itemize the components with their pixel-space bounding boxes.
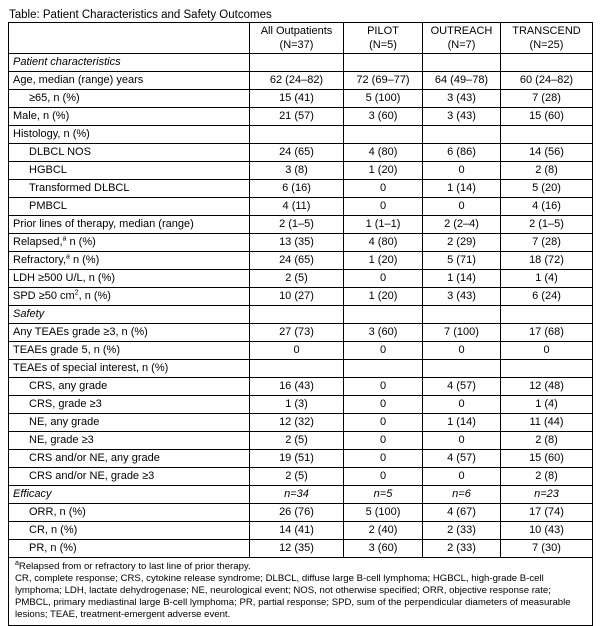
table-row (9, 234, 593, 252)
row-label-text: TEAEs of special interest, n (%) (13, 362, 169, 374)
row-label-suffix: n (%) (66, 236, 96, 248)
table-row (9, 432, 593, 450)
table-cell: 2 (33) (423, 522, 501, 540)
table-cell: 4 (80) (344, 234, 423, 252)
row-label-text: CRS and/or NE, grade ≥3 (29, 470, 155, 482)
row-label (9, 486, 250, 504)
table-cell: 0 (423, 468, 501, 486)
table-cell: 0 (344, 180, 423, 198)
header-col-n: (N=37) (279, 39, 314, 51)
table-cell: 4 (80) (344, 144, 423, 162)
table-cell: 1 (20) (344, 162, 423, 180)
table-cell: 1 (14) (423, 270, 501, 288)
header-transcend (501, 23, 593, 54)
table-cell: 15 (60) (501, 108, 593, 126)
table-row (9, 342, 593, 360)
table-row (9, 198, 593, 216)
footnote-a-text: Relapsed from or refractory to last line of prior therapy. (18, 561, 251, 572)
table-cell (344, 360, 423, 378)
table-cell: 3 (60) (344, 540, 423, 558)
table-cell: 0 (344, 468, 423, 486)
table-row (9, 468, 593, 486)
table-row (9, 162, 593, 180)
row-label-superscript: a (62, 235, 67, 243)
patient-characteristics-table (8, 22, 593, 626)
table-row (9, 180, 593, 198)
header-col-name: PILOT (367, 25, 399, 37)
row-label (9, 72, 250, 90)
table-cell: 10 (43) (501, 522, 593, 540)
table-cell: 7 (100) (423, 324, 501, 342)
table-cell: 1 (3) (250, 396, 344, 414)
row-label (9, 162, 250, 180)
row-label (9, 288, 250, 306)
table-cell: 0 (423, 432, 501, 450)
table-cell: 15 (60) (501, 450, 593, 468)
table-cell: 18 (72) (501, 252, 593, 270)
row-label-text: DLBCL NOS (29, 146, 91, 158)
table-cell: 3 (43) (423, 90, 501, 108)
table-cell: 5 (100) (344, 90, 423, 108)
footnote-abbreviations: CR, complete response; CRS, cytokine release syndrome; DLBCL, diffuse large B-cell lymphoma; HGBCL, high-grade B-cell lymphoma; LDH, lactate dehydrogenase; NE, neurological event; NOS, not otherwise specified; ORR, objective response rate; PMBCL, primary mediastinal large B-cell lymphoma; PR, partial response; SPD, sum of the perpendicular diameters of measurable lesions; TEAE, treatment-emergent adverse event. (15, 573, 571, 620)
table-cell: 62 (24–82) (250, 72, 344, 90)
table-cell: 4 (67) (423, 504, 501, 522)
table-cell: 6 (86) (423, 144, 501, 162)
table-cell: 14 (56) (501, 144, 593, 162)
table-cell: 17 (68) (501, 324, 593, 342)
table-cell (501, 126, 593, 144)
table-cell: 2 (40) (344, 522, 423, 540)
header-outreach (423, 23, 501, 54)
table-cell: 7 (28) (501, 90, 593, 108)
table-cell: 0 (344, 198, 423, 216)
table-cell: n=6 (423, 486, 501, 504)
table-cell: 3 (43) (423, 288, 501, 306)
row-label (9, 378, 250, 396)
table-cell: 0 (423, 342, 501, 360)
row-label-text: NE, grade ≥3 (29, 434, 94, 446)
table-cell: 1 (1–1) (344, 216, 423, 234)
row-label-text: SPD ≥50 cm (13, 290, 75, 302)
row-label (9, 342, 250, 360)
table-cell: 1 (20) (344, 252, 423, 270)
table-cell: n=34 (250, 486, 344, 504)
row-label (9, 396, 250, 414)
row-label-text: TEAEs grade 5, n (%) (13, 344, 120, 356)
table-row (9, 216, 593, 234)
table-cell (501, 54, 593, 72)
table-cell: 2 (1–5) (250, 216, 344, 234)
table-cell: 1 (4) (501, 270, 593, 288)
table-row (9, 126, 593, 144)
table-row (9, 288, 593, 306)
table-body (9, 54, 593, 558)
table-cell: 64 (49–78) (423, 72, 501, 90)
table-cell: 7 (30) (501, 540, 593, 558)
row-label (9, 234, 250, 252)
header-row (9, 23, 593, 54)
footnote-marker: a (15, 559, 19, 567)
table-row (9, 324, 593, 342)
table-cell (250, 126, 344, 144)
table-cell: 3 (43) (423, 108, 501, 126)
table-cell (501, 306, 593, 324)
row-label (9, 216, 250, 234)
row-label (9, 414, 250, 432)
table-cell: 2 (8) (501, 432, 593, 450)
section-row (9, 306, 593, 324)
table-row (9, 144, 593, 162)
table-row (9, 90, 593, 108)
header-all-outpatients (250, 23, 344, 54)
table-cell (250, 360, 344, 378)
header-col-n: (N=5) (369, 39, 397, 51)
table-cell: 2 (8) (501, 162, 593, 180)
footnote-cell (9, 558, 593, 626)
table-cell: 24 (65) (250, 252, 344, 270)
row-label (9, 198, 250, 216)
row-label-text: Efficacy (13, 488, 52, 500)
table-cell: 0 (250, 342, 344, 360)
row-label (9, 468, 250, 486)
table-cell: 0 (344, 432, 423, 450)
table-cell: 0 (423, 396, 501, 414)
table-cell: 2 (1–5) (501, 216, 593, 234)
table-cell (344, 306, 423, 324)
table-cell: 0 (344, 378, 423, 396)
table-cell: 72 (69–77) (344, 72, 423, 90)
row-label (9, 144, 250, 162)
row-label (9, 90, 250, 108)
table-row (9, 72, 593, 90)
row-label-superscript: a (65, 253, 70, 261)
row-label-superscript: 2 (74, 289, 79, 297)
table-cell: 12 (35) (250, 540, 344, 558)
row-label-text: HGBCL (29, 164, 67, 176)
table-cell (344, 126, 423, 144)
table-cell: 4 (16) (501, 198, 593, 216)
table-cell: 0 (344, 342, 423, 360)
row-label (9, 432, 250, 450)
table-cell (423, 360, 501, 378)
table-cell: 60 (24–82) (501, 72, 593, 90)
table-cell (423, 54, 501, 72)
table-cell: 3 (60) (344, 324, 423, 342)
row-label (9, 504, 250, 522)
table-row (9, 522, 593, 540)
table-cell: 16 (43) (250, 378, 344, 396)
table-row (9, 378, 593, 396)
row-label-text: CRS, grade ≥3 (29, 398, 102, 410)
row-label-text: Male, n (%) (13, 110, 70, 122)
table-cell: 14 (41) (250, 522, 344, 540)
table-row (9, 396, 593, 414)
row-label-text: ≥65, n (%) (29, 92, 80, 104)
row-label (9, 306, 250, 324)
table-cell: 15 (41) (250, 90, 344, 108)
table-cell: 1 (20) (344, 288, 423, 306)
table-cell (423, 126, 501, 144)
table-cell: 2 (5) (250, 432, 344, 450)
table-cell: n=23 (501, 486, 593, 504)
table-cell: 0 (344, 270, 423, 288)
row-label (9, 126, 250, 144)
table-cell (250, 306, 344, 324)
row-label-text: LDH ≥500 U/L, n (%) (13, 272, 116, 284)
table-cell: 2 (5) (250, 270, 344, 288)
row-label (9, 324, 250, 342)
header-col-n: (N=7) (447, 39, 476, 51)
table-cell: 5 (100) (344, 504, 423, 522)
header-pilot (344, 23, 423, 54)
table-cell: 4 (11) (250, 198, 344, 216)
row-label-text: CRS and/or NE, any grade (29, 452, 160, 464)
table-row (9, 540, 593, 558)
table-row (9, 504, 593, 522)
table-cell: 13 (35) (250, 234, 344, 252)
row-label-text: ORR, n (%) (29, 506, 86, 518)
table-cell: 0 (344, 414, 423, 432)
row-label-text: Prior lines of therapy, median (range) (13, 218, 194, 230)
table-row (9, 360, 593, 378)
table-caption: Table: Patient Characteristics and Safety Outcomes (9, 9, 272, 21)
table-cell: 11 (44) (501, 414, 593, 432)
table-cell: 12 (32) (250, 414, 344, 432)
row-label (9, 450, 250, 468)
section-row (9, 486, 593, 504)
row-label-text: CR, n (%) (29, 524, 78, 536)
table-cell: 12 (48) (501, 378, 593, 396)
table-cell: 2 (8) (501, 468, 593, 486)
header-col-name: OUTREACH (430, 25, 493, 37)
table-cell: 2 (29) (423, 234, 501, 252)
row-label-text: Safety (13, 308, 45, 320)
table-cell: 3 (8) (250, 162, 344, 180)
table-cell (344, 54, 423, 72)
row-label-text: Histology, n (%) (13, 128, 90, 140)
row-label-suffix: , n (%) (78, 290, 111, 302)
row-label (9, 180, 250, 198)
table-row (9, 108, 593, 126)
row-label (9, 108, 250, 126)
table-cell: 2 (33) (423, 540, 501, 558)
row-label (9, 252, 250, 270)
footnote-a (15, 561, 586, 573)
section-row (9, 54, 593, 72)
table-cell: 6 (24) (501, 288, 593, 306)
header-empty-cell (9, 23, 250, 54)
row-label-suffix: n (%) (69, 254, 100, 266)
table-cell (250, 54, 344, 72)
table-cell (501, 360, 593, 378)
table-cell: 3 (60) (344, 108, 423, 126)
table-cell: 1 (14) (423, 180, 501, 198)
table-cell: 4 (57) (423, 378, 501, 396)
table-cell: 19 (51) (250, 450, 344, 468)
row-label (9, 540, 250, 558)
table-cell: 0 (423, 198, 501, 216)
table-cell: 1 (14) (423, 414, 501, 432)
row-label (9, 54, 250, 72)
table-row (9, 450, 593, 468)
table-cell: 2 (2–4) (423, 216, 501, 234)
table-cell: 0 (344, 396, 423, 414)
table-cell: 21 (57) (250, 108, 344, 126)
table-cell: 2 (5) (250, 468, 344, 486)
table-cell (423, 306, 501, 324)
row-label-text: Relapsed, (13, 236, 63, 248)
row-label (9, 270, 250, 288)
row-label-text: Any TEAEs grade ≥3, n (%) (13, 326, 148, 338)
header-col-name: All Outpatients (260, 25, 333, 37)
footnote-row (9, 558, 593, 626)
table-cell: 26 (76) (250, 504, 344, 522)
table-cell: 6 (16) (250, 180, 344, 198)
row-label-text: CRS, any grade (29, 380, 108, 392)
header-col-name: TRANSCEND (512, 25, 581, 37)
row-label (9, 360, 250, 378)
header-col-n: (N=25) (529, 39, 564, 51)
row-label-text: NE, any grade (29, 416, 100, 428)
table-cell: 0 (423, 162, 501, 180)
table-cell: 7 (28) (501, 234, 593, 252)
row-label-text: Age, median (range) years (13, 74, 144, 86)
table-cell: 10 (27) (250, 288, 344, 306)
table-row (9, 414, 593, 432)
row-label-text: Refractory, (13, 254, 66, 266)
table-cell: 0 (501, 342, 593, 360)
table-cell: 27 (73) (250, 324, 344, 342)
table-cell: 17 (74) (501, 504, 593, 522)
row-label-text: Transformed DLBCL (29, 182, 130, 194)
table-cell: 24 (65) (250, 144, 344, 162)
row-label-text: PR, n (%) (29, 542, 77, 554)
row-label-text: Patient characteristics (13, 56, 121, 68)
row-label-text: PMBCL (29, 200, 67, 212)
table-cell: 5 (20) (501, 180, 593, 198)
table-row (9, 270, 593, 288)
table-cell: 1 (4) (501, 396, 593, 414)
table-cell: 5 (71) (423, 252, 501, 270)
table-cell: 0 (344, 450, 423, 468)
table-row (9, 252, 593, 270)
table-cell: n=5 (344, 486, 423, 504)
table-cell: 4 (57) (423, 450, 501, 468)
row-label (9, 522, 250, 540)
